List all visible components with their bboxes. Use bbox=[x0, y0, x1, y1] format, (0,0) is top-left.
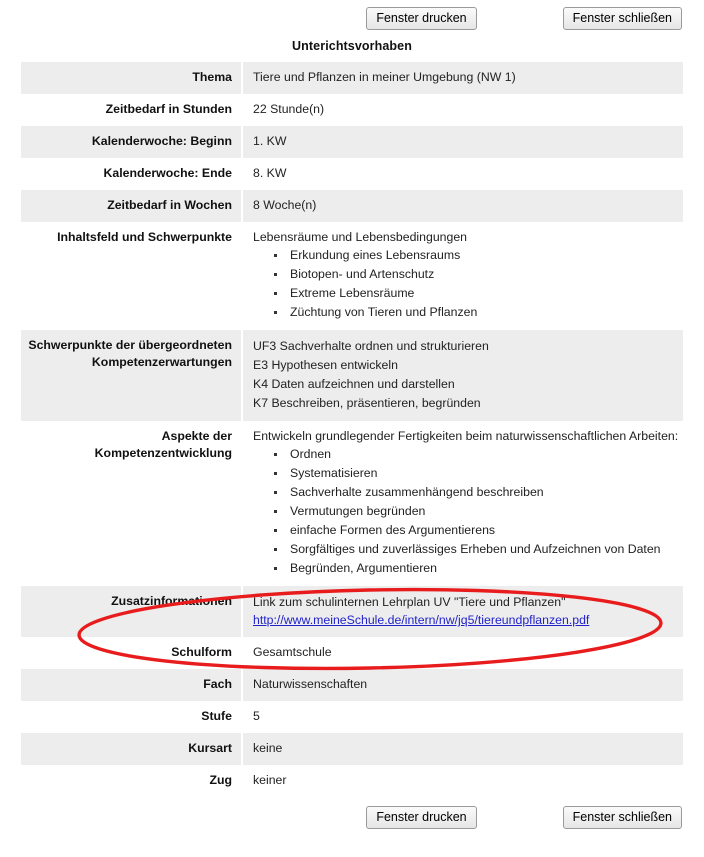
print-window-button-top[interactable]: Fenster drucken bbox=[366, 7, 476, 30]
value-text: 8 Woche(n) bbox=[253, 198, 317, 212]
value-text: keine bbox=[253, 741, 283, 755]
value-text: Tiere und Pflanzen in meiner Umgebung (NW 1) bbox=[253, 70, 516, 84]
value-line: K7 Beschreiben, präsentieren, begründen bbox=[253, 396, 481, 410]
unterrichtsvorhaben-table bbox=[21, 62, 683, 797]
label-line-1: Aspekte der bbox=[161, 429, 232, 443]
list-item: Begründen, Argumentieren bbox=[274, 559, 683, 578]
row-label-kalenderwoche-ende: Kalenderwoche: Ende bbox=[21, 158, 241, 190]
table-row bbox=[21, 421, 683, 586]
row-value-zeitbedarf-stunden bbox=[241, 94, 683, 126]
label-line-1: Schwerpunkte der übergeordneten bbox=[28, 338, 232, 352]
row-value-fach bbox=[241, 669, 683, 701]
table-row bbox=[21, 765, 683, 797]
table-row bbox=[21, 330, 683, 421]
top-button-bar bbox=[0, 0, 704, 39]
row-label-zeitbedarf-stunden: Zeitbedarf in Stunden bbox=[21, 94, 241, 126]
close-window-button-bottom[interactable]: Fenster schließen bbox=[563, 806, 682, 829]
row-label-inhaltsfeld: Inhaltsfeld und Schwerpunkte bbox=[21, 222, 241, 330]
row-label-thema: Thema bbox=[21, 62, 241, 94]
table-row bbox=[21, 586, 683, 637]
value-text: keiner bbox=[253, 773, 287, 787]
row-value-inhaltsfeld bbox=[241, 222, 683, 330]
table-row bbox=[21, 62, 683, 94]
list-item: Erkundung eines Lebensraums bbox=[274, 246, 683, 265]
list-item: Züchtung von Tieren und Pflanzen bbox=[274, 303, 683, 322]
row-label-schwerpunkte-kompetenzerwartungen bbox=[21, 330, 241, 421]
bottom-button-bar bbox=[0, 797, 704, 838]
row-value-stufe bbox=[241, 701, 683, 733]
lehrplan-pdf-link[interactable]: http://www.meineSchule.de/intern/nw/jq5/tiereundpflanzen.pdf bbox=[253, 613, 590, 627]
row-label-kalenderwoche-beginn: Kalenderwoche: Beginn bbox=[21, 126, 241, 158]
row-label-kursart: Kursart bbox=[21, 733, 241, 765]
label-line-2: Kompetenzentwicklung bbox=[94, 446, 232, 460]
row-label-aspekte-kompetenzentwicklung bbox=[21, 421, 241, 586]
aspekte-bullet-list bbox=[253, 445, 683, 578]
table-row bbox=[21, 222, 683, 330]
value-line: E3 Hypothesen entwickeln bbox=[253, 358, 398, 372]
row-value-schwerpunkte-kompetenzerwartungen bbox=[241, 330, 683, 421]
value-text: 5 bbox=[253, 709, 260, 723]
row-value-kursart bbox=[241, 733, 683, 765]
row-label-zeitbedarf-wochen: Zeitbedarf in Wochen bbox=[21, 190, 241, 222]
row-value-zug bbox=[241, 765, 683, 797]
value-text: Link zum schulinternen Lehrplan UV "Tiere und Pflanzen" bbox=[253, 595, 566, 609]
value-text: Gesamtschule bbox=[253, 645, 332, 659]
row-value-zeitbedarf-wochen bbox=[241, 190, 683, 222]
inhaltsfeld-bullet-list bbox=[253, 246, 683, 322]
table-row bbox=[21, 158, 683, 190]
list-item: Sachverhalte zusammenhängend beschreiben bbox=[274, 483, 683, 502]
list-item: Systematisieren bbox=[274, 464, 683, 483]
value-text: 8. KW bbox=[253, 166, 287, 180]
row-label-fach: Fach bbox=[21, 669, 241, 701]
table-row bbox=[21, 190, 683, 222]
list-item: Extreme Lebensräume bbox=[274, 284, 683, 303]
value-line: K4 Daten aufzeichnen und darstellen bbox=[253, 377, 455, 391]
print-window-button-bottom[interactable]: Fenster drucken bbox=[366, 806, 476, 829]
value-text: 22 Stunde(n) bbox=[253, 102, 325, 116]
page-title: Unterichtsvorhaben bbox=[292, 39, 412, 53]
value-text: Lebensräume und Lebensbedingungen bbox=[253, 230, 468, 244]
row-value-kalenderwoche-ende bbox=[241, 158, 683, 190]
table-row bbox=[21, 126, 683, 158]
table-row bbox=[21, 94, 683, 126]
list-item: Vermutungen begründen bbox=[274, 502, 683, 521]
row-value-thema bbox=[241, 62, 683, 94]
value-line: UF3 Sachverhalte ordnen und strukturieren bbox=[253, 339, 489, 353]
table-row bbox=[21, 637, 683, 669]
row-label-zusatzinformationen: Zusatzinformationen bbox=[21, 586, 241, 637]
table-row bbox=[21, 669, 683, 701]
table-row bbox=[21, 701, 683, 733]
list-item: Sorgfältiges und zuverlässiges Erheben und Aufzeichnen von Daten bbox=[274, 540, 683, 559]
close-window-button-top[interactable]: Fenster schließen bbox=[563, 7, 682, 30]
row-value-schulform bbox=[241, 637, 683, 669]
row-value-kalenderwoche-beginn bbox=[241, 126, 683, 158]
row-label-schulform: Schulform bbox=[21, 637, 241, 669]
list-item: Ordnen bbox=[274, 445, 683, 464]
value-text: 1. KW bbox=[253, 134, 287, 148]
table-row bbox=[21, 733, 683, 765]
row-value-zusatzinformationen bbox=[241, 586, 683, 637]
row-value-aspekte-kompetenzentwicklung bbox=[241, 421, 683, 586]
list-item: einfache Formen des Argumentierens bbox=[274, 521, 683, 540]
label-line-2: Kompetenzerwartungen bbox=[91, 355, 232, 369]
value-text: Entwickeln grundlegender Fertigkeiten beim naturwissenschaftlichen Arbeiten: bbox=[253, 429, 679, 443]
row-label-stufe: Stufe bbox=[21, 701, 241, 733]
row-label-zug: Zug bbox=[21, 765, 241, 797]
list-item: Biotopen- und Artenschutz bbox=[274, 265, 683, 284]
value-text: Naturwissenschaften bbox=[253, 677, 368, 691]
